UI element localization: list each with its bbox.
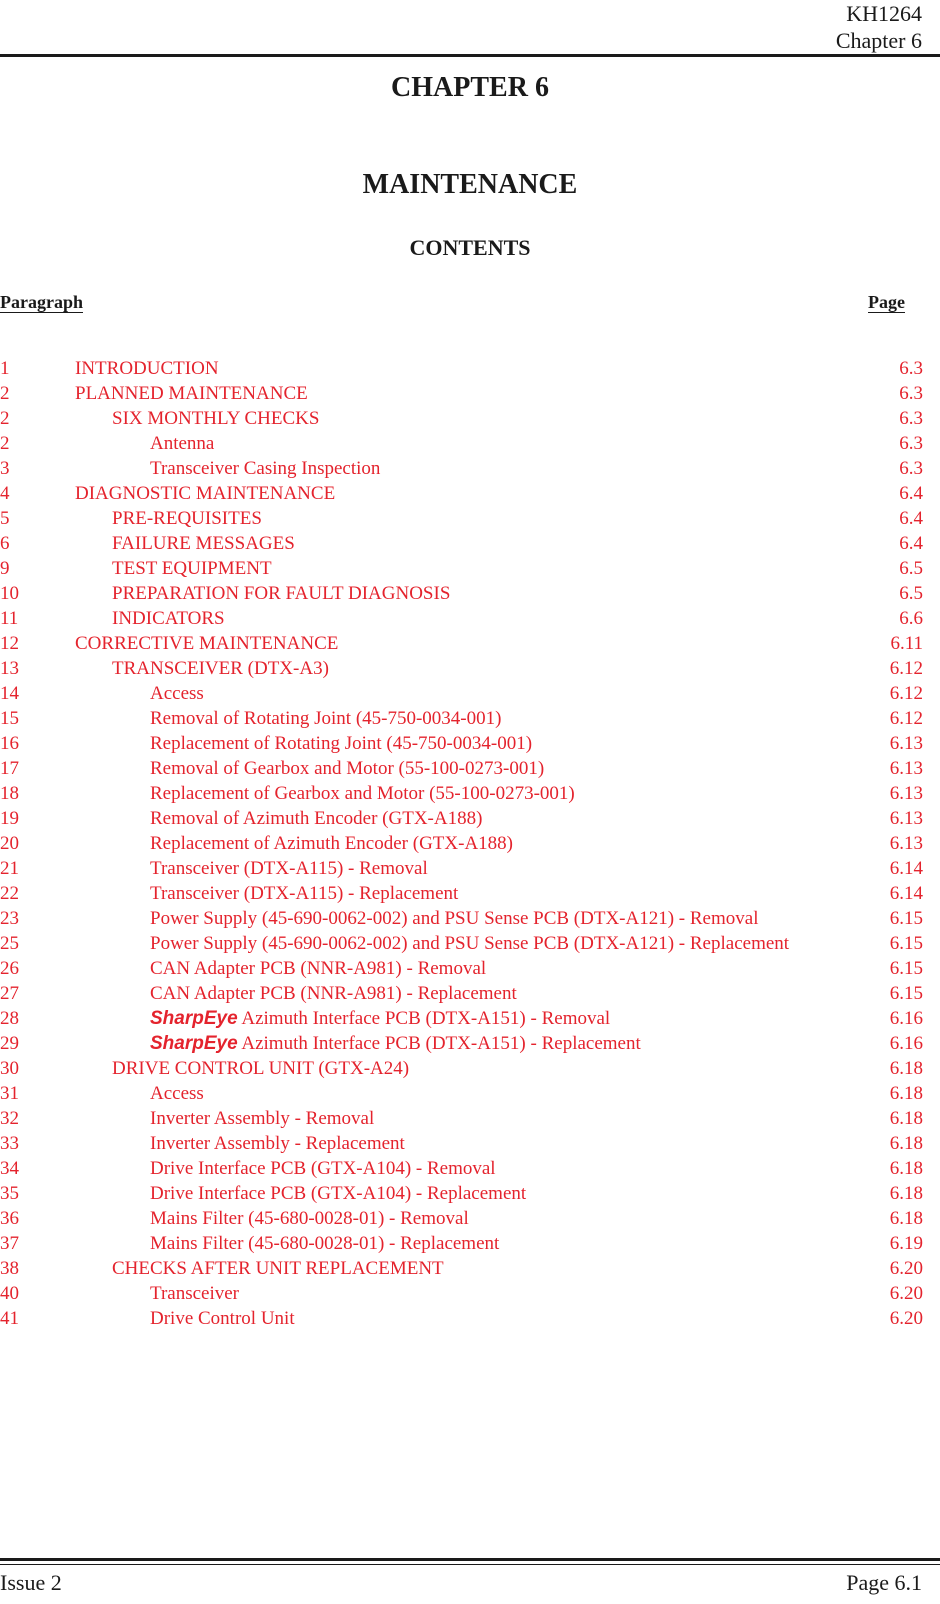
toc-paragraph-number: 18 xyxy=(0,783,19,804)
toc-entry-title: Power Supply (45-690-0062-002) and PSU Sense PCB (DTX-A121) - Removal xyxy=(150,908,759,929)
toc-paragraph-number: 36 xyxy=(0,1208,19,1229)
toc-paragraph-number: 16 xyxy=(0,733,19,754)
toc-entry[interactable] xyxy=(0,756,940,781)
toc-paragraph-number: 2 xyxy=(0,383,10,404)
toc-page-number: 6.16 xyxy=(889,1008,923,1029)
toc-entry[interactable] xyxy=(0,806,940,831)
toc-entry[interactable] xyxy=(0,706,940,731)
toc-entry-title: Replacement of Rotating Joint (45-750-0034-001) xyxy=(150,733,533,754)
toc-paragraph-number: 31 xyxy=(0,1083,19,1104)
toc-paragraph-number: 19 xyxy=(0,808,19,829)
toc-entry-title: PLANNED MAINTENANCE xyxy=(75,383,308,404)
toc-page-number: 6.18 xyxy=(889,1158,923,1179)
toc-entry-title: Access xyxy=(150,1083,204,1104)
toc-entry-title: CAN Adapter PCB (NNR-A981) - Removal xyxy=(150,958,487,979)
toc-entry-text: Azimuth Interface PCB (DTX-A151) - Replacement xyxy=(241,1033,641,1054)
toc-entry-brand: SharpEye xyxy=(150,1008,238,1029)
table-of-contents xyxy=(0,356,940,1331)
toc-entry[interactable] xyxy=(0,1281,940,1306)
toc-entry[interactable] xyxy=(0,606,940,631)
toc-paragraph-number: 20 xyxy=(0,833,19,854)
toc-entry[interactable] xyxy=(0,981,940,1006)
toc-entry-title: Inverter Assembly - Removal xyxy=(150,1108,375,1129)
toc-page-number: 6.15 xyxy=(889,958,923,979)
toc-paragraph-number: 29 xyxy=(0,1033,19,1054)
toc-entry[interactable] xyxy=(0,906,940,931)
toc-paragraph-number: 28 xyxy=(0,1008,19,1029)
toc-page-number: 6.13 xyxy=(889,833,923,854)
toc-paragraph-number: 30 xyxy=(0,1058,19,1079)
toc-page-number: 6.13 xyxy=(889,733,923,754)
toc-entry-title: Mains Filter (45-680-0028-01) - Replacement xyxy=(150,1233,500,1254)
toc-page-number: 6.4 xyxy=(899,508,923,529)
section-title: MAINTENANCE xyxy=(362,169,578,200)
toc-paragraph-number: 4 xyxy=(0,483,10,504)
toc-entry[interactable] xyxy=(0,931,940,956)
header-rule xyxy=(0,54,940,57)
toc-entry-title: INDICATORS xyxy=(112,608,225,629)
toc-page-number: 6.3 xyxy=(899,408,923,429)
toc-page-number: 6.12 xyxy=(889,658,923,679)
toc-entry-title: Replacement of Gearbox and Motor (55-100-0273-001) xyxy=(150,783,575,804)
toc-entry-title: Removal of Gearbox and Motor (55-100-0273-001) xyxy=(150,758,545,779)
toc-page-number: 6.18 xyxy=(889,1058,923,1079)
toc-page-number: 6.18 xyxy=(889,1183,923,1204)
toc-entry[interactable] xyxy=(0,1031,940,1056)
toc-entry-title: TRANSCEIVER (DTX-A3) xyxy=(112,658,329,679)
toc-page-number: 6.12 xyxy=(889,708,923,729)
toc-paragraph-number: 26 xyxy=(0,958,19,979)
toc-paragraph-number: 34 xyxy=(0,1158,19,1179)
toc-entry[interactable] xyxy=(0,731,940,756)
toc-entry[interactable] xyxy=(0,631,940,656)
toc-page-number: 6.16 xyxy=(889,1033,923,1054)
toc-page-number: 6.18 xyxy=(889,1083,923,1104)
toc-page-number: 6.6 xyxy=(899,608,923,629)
toc-page-number: 6.20 xyxy=(889,1308,923,1329)
toc-page-number: 6.15 xyxy=(889,908,923,929)
contents-heading: CONTENTS xyxy=(409,235,531,260)
toc-entry-title: Replacement of Azimuth Encoder (GTX-A188) xyxy=(150,833,513,854)
toc-entry-title xyxy=(150,1031,641,1056)
toc-entry[interactable] xyxy=(0,1181,940,1206)
toc-entry-title: Mains Filter (45-680-0028-01) - Removal xyxy=(150,1208,469,1229)
toc-entry-title: Transceiver xyxy=(150,1283,239,1304)
toc-page-number: 6.3 xyxy=(899,458,923,479)
toc-page-number: 6.12 xyxy=(889,683,923,704)
toc-entry[interactable] xyxy=(0,431,940,456)
toc-entry-title: SIX MONTHLY CHECKS xyxy=(112,408,320,429)
toc-paragraph-number: 40 xyxy=(0,1283,19,1304)
toc-entry[interactable] xyxy=(0,531,940,556)
toc-paragraph-number: 13 xyxy=(0,658,19,679)
toc-page-number: 6.13 xyxy=(889,783,923,804)
toc-paragraph-number: 41 xyxy=(0,1308,19,1329)
toc-entry[interactable] xyxy=(0,581,940,606)
toc-entry-title: Access xyxy=(150,683,204,704)
toc-entry-text: Azimuth Interface PCB (DTX-A151) - Removal xyxy=(241,1008,611,1029)
chapter-label: Chapter 6 xyxy=(835,28,922,53)
toc-entry-title: Power Supply (45-690-0062-002) and PSU Sense PCB (DTX-A121) - Replacement xyxy=(150,933,790,954)
toc-entry[interactable] xyxy=(0,381,940,406)
toc-entry[interactable] xyxy=(0,1056,940,1081)
toc-paragraph-number: 22 xyxy=(0,883,19,904)
toc-page-number: 6.15 xyxy=(889,983,923,1004)
toc-entry-title: DIAGNOSTIC MAINTENANCE xyxy=(75,483,336,504)
issue-label: Issue 2 xyxy=(0,1570,62,1595)
footer-rule-thin xyxy=(0,1564,940,1565)
toc-page-number: 6.20 xyxy=(889,1283,923,1304)
toc-paragraph-number: 37 xyxy=(0,1233,19,1254)
toc-entry[interactable] xyxy=(0,481,940,506)
toc-entry-title: FAILURE MESSAGES xyxy=(112,533,295,554)
footer-rule xyxy=(0,1558,940,1561)
toc-entry[interactable] xyxy=(0,1081,940,1106)
toc-entry[interactable] xyxy=(0,656,940,681)
toc-entry-title: Antenna xyxy=(150,433,215,454)
toc-page-number: 6.4 xyxy=(899,483,923,504)
toc-entry-title: Removal of Azimuth Encoder (GTX-A188) xyxy=(150,808,483,829)
toc-paragraph-number: 2 xyxy=(0,433,10,454)
toc-paragraph-number: 2 xyxy=(0,408,10,429)
toc-entry[interactable] xyxy=(0,1006,940,1031)
toc-entry[interactable] xyxy=(0,1156,940,1181)
toc-paragraph-number: 33 xyxy=(0,1133,19,1154)
toc-entry-title: PREPARATION FOR FAULT DIAGNOSIS xyxy=(112,583,451,604)
toc-entry[interactable] xyxy=(0,406,940,431)
toc-entry[interactable] xyxy=(0,681,940,706)
toc-entry-title: Drive Interface PCB (GTX-A104) - Replacement xyxy=(150,1183,527,1204)
toc-paragraph-number: 11 xyxy=(0,608,19,629)
toc-entry[interactable] xyxy=(0,556,940,581)
toc-entry-title xyxy=(150,1006,610,1031)
toc-entry-title: Transceiver (DTX-A115) - Removal xyxy=(150,858,428,879)
toc-entry-title: Transceiver Casing Inspection xyxy=(150,458,381,479)
page-number: Page 6.1 xyxy=(846,1570,922,1595)
toc-entry[interactable] xyxy=(0,1256,940,1281)
toc-paragraph-number: 3 xyxy=(0,458,10,479)
toc-paragraph-number: 9 xyxy=(0,558,10,579)
page-column-heading: Page xyxy=(868,292,905,312)
toc-entry[interactable] xyxy=(0,781,940,806)
toc-paragraph-number: 27 xyxy=(0,983,19,1004)
toc-paragraph-number: 23 xyxy=(0,908,19,929)
toc-entry-title: DRIVE CONTROL UNIT (GTX-A24) xyxy=(112,1058,410,1079)
running-header xyxy=(836,0,922,54)
toc-paragraph-number: 1 xyxy=(0,358,10,379)
toc-paragraph-number: 25 xyxy=(0,933,19,954)
toc-entry[interactable] xyxy=(0,356,940,381)
toc-paragraph-number: 10 xyxy=(0,583,19,604)
toc-paragraph-number: 17 xyxy=(0,758,19,779)
toc-paragraph-number: 15 xyxy=(0,708,19,729)
toc-entry[interactable] xyxy=(0,1231,940,1256)
toc-entry-title: CHECKS AFTER UNIT REPLACEMENT xyxy=(112,1258,444,1279)
toc-paragraph-number: 6 xyxy=(0,533,10,554)
chapter-title: CHAPTER 6 xyxy=(391,72,549,103)
document-id: KH1264 xyxy=(846,1,922,26)
toc-paragraph-number: 32 xyxy=(0,1108,19,1129)
toc-entry-title: PRE-REQUISITES xyxy=(112,508,262,529)
paragraph-column-heading: Paragraph xyxy=(0,292,83,312)
toc-entry-title: CORRECTIVE MAINTENANCE xyxy=(75,633,339,654)
toc-entry-title: TEST EQUIPMENT xyxy=(112,558,272,579)
toc-paragraph-number: 38 xyxy=(0,1258,19,1279)
toc-page-number: 6.3 xyxy=(899,433,923,454)
toc-paragraph-number: 14 xyxy=(0,683,19,704)
toc-entry[interactable] xyxy=(0,1306,940,1331)
toc-page-number: 6.13 xyxy=(889,808,923,829)
toc-entry-title: Removal of Rotating Joint (45-750-0034-001) xyxy=(150,708,502,729)
toc-page-number: 6.15 xyxy=(889,933,923,954)
toc-entry[interactable] xyxy=(0,506,940,531)
toc-page-number: 6.18 xyxy=(889,1108,923,1129)
toc-page-number: 6.11 xyxy=(890,633,923,654)
toc-page-number: 6.20 xyxy=(889,1258,923,1279)
toc-entry-brand: SharpEye xyxy=(150,1033,238,1054)
toc-entry[interactable] xyxy=(0,956,940,981)
toc-page-number: 6.3 xyxy=(899,358,923,379)
toc-paragraph-number: 21 xyxy=(0,858,19,879)
toc-entry[interactable] xyxy=(0,856,940,881)
toc-page-number: 6.4 xyxy=(899,533,923,554)
toc-entry[interactable] xyxy=(0,1206,940,1231)
toc-entry[interactable] xyxy=(0,1106,940,1131)
toc-entry[interactable] xyxy=(0,831,940,856)
toc-entry-title: CAN Adapter PCB (NNR-A981) - Replacement xyxy=(150,983,517,1004)
toc-entry-title: INTRODUCTION xyxy=(75,358,219,379)
toc-entry[interactable] xyxy=(0,881,940,906)
toc-entry-title: Drive Control Unit xyxy=(150,1308,295,1329)
toc-entry-title: Transceiver (DTX-A115) - Replacement xyxy=(150,883,459,904)
toc-page-number: 6.13 xyxy=(889,758,923,779)
toc-page-number: 6.3 xyxy=(899,383,923,404)
toc-page-number: 6.19 xyxy=(889,1233,923,1254)
toc-paragraph-number: 35 xyxy=(0,1183,19,1204)
toc-paragraph-number: 5 xyxy=(0,508,10,529)
toc-page-number: 6.14 xyxy=(889,858,923,879)
toc-page-number: 6.18 xyxy=(889,1133,923,1154)
toc-page-number: 6.14 xyxy=(889,883,923,904)
toc-entry[interactable] xyxy=(0,1131,940,1156)
toc-paragraph-number: 12 xyxy=(0,633,19,654)
toc-page-number: 6.5 xyxy=(899,583,923,604)
toc-entry[interactable] xyxy=(0,456,940,481)
toc-entry-title: Drive Interface PCB (GTX-A104) - Removal xyxy=(150,1158,496,1179)
toc-page-number: 6.18 xyxy=(889,1208,923,1229)
toc-entry-title: Inverter Assembly - Replacement xyxy=(150,1133,405,1154)
toc-page-number: 6.5 xyxy=(899,558,923,579)
